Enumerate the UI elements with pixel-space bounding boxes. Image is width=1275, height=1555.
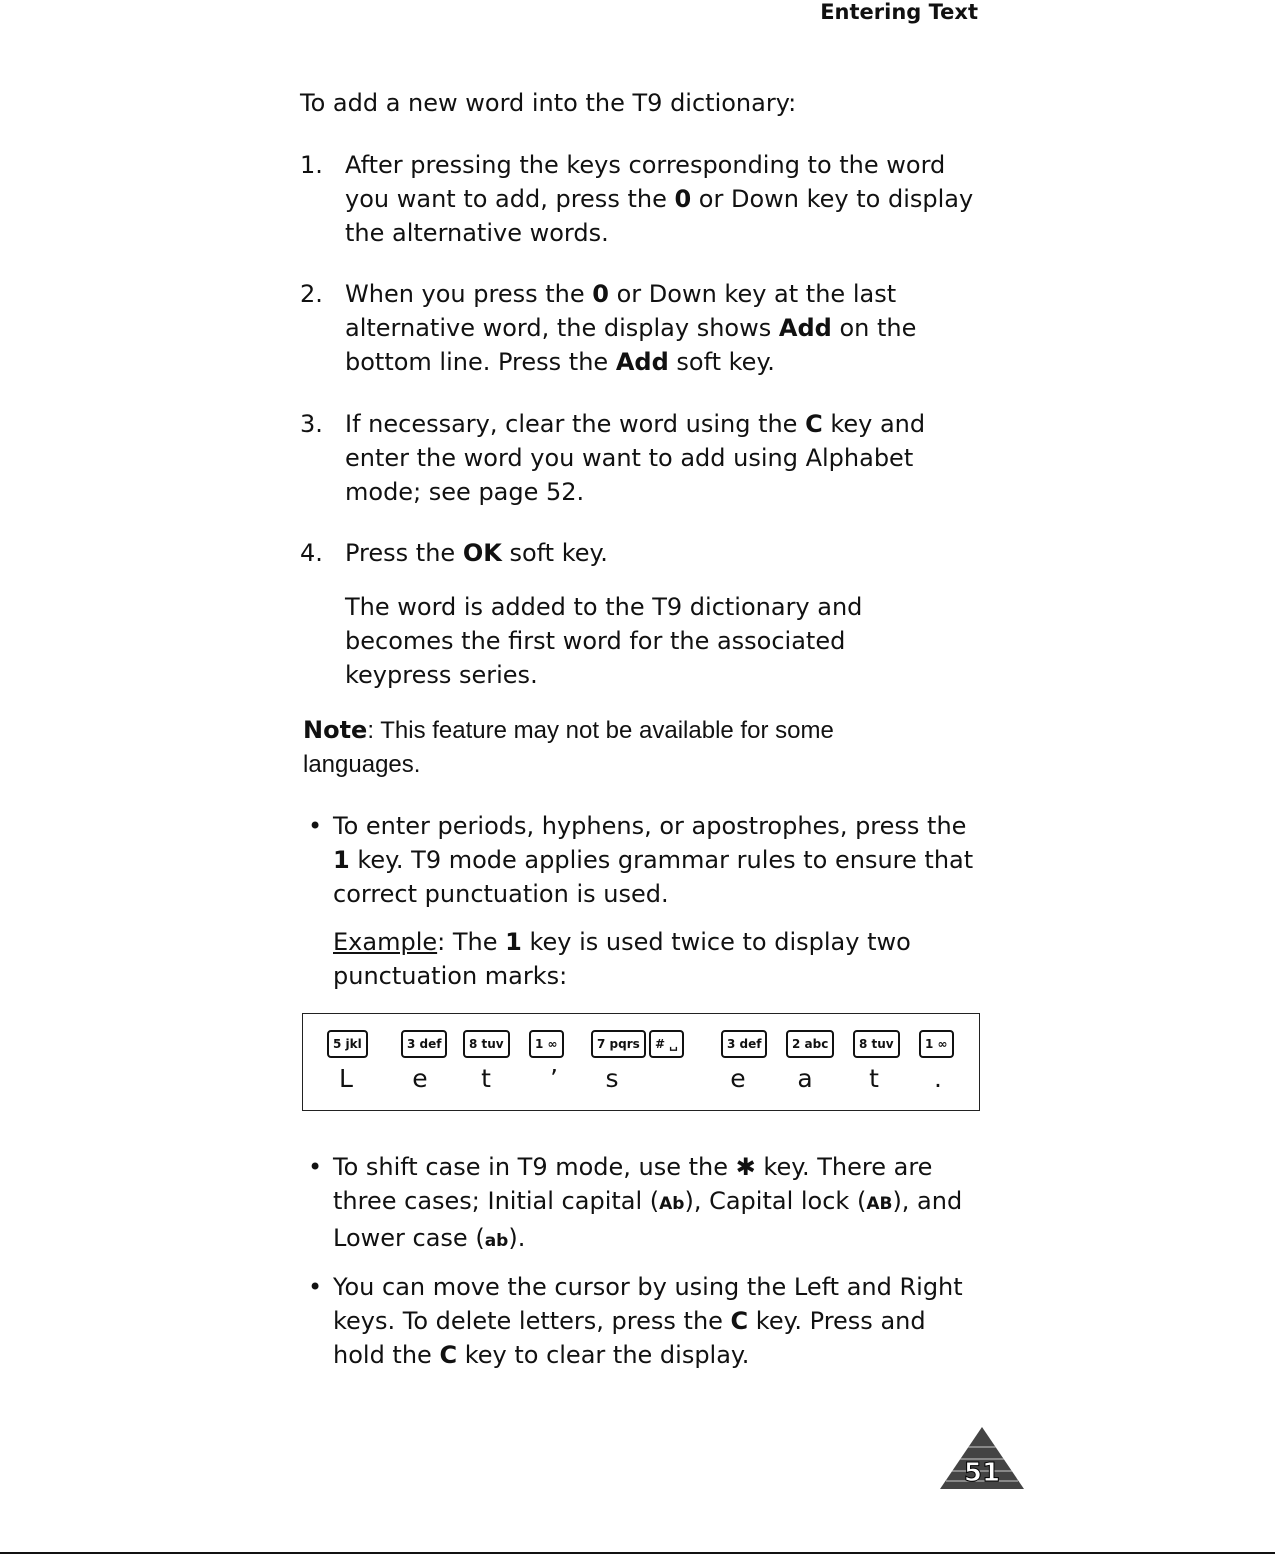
step-number: 1. [300, 151, 323, 179]
keypad-key-icon: 3 def [401, 1030, 447, 1058]
footer-rule [0, 1552, 1275, 1554]
bullet-shift-case: • To shift case in T9 mode, use the ✱ key. There are three cases; Initial capital (Ab), Capital lock (AB), and Lower case (ab). [333, 1150, 973, 1258]
keypad-key-icon: 3 def [721, 1030, 767, 1058]
keypad-key-icon: 8 tuv [853, 1030, 900, 1058]
output-letter: t [869, 1064, 879, 1093]
page-number-pyramid-icon [938, 1425, 1026, 1491]
note-text: This feature may not be available for some languages. [303, 717, 834, 778]
bullet-icon: • [308, 1153, 323, 1181]
output-letter: e [412, 1064, 428, 1093]
keypad-key-icon: 7 pqrs [591, 1030, 646, 1058]
bullet-punctuation: • To enter periods, hyphens, or apostrophes, press the 1 key. T9 mode applies grammar rules to ensure that correct punctuation is used. [333, 809, 978, 911]
section-header: Entering Text [820, 0, 978, 24]
note: Note: This feature may not be available for some languages. [303, 716, 834, 778]
output-letter: a [797, 1064, 813, 1093]
keypad-key-icon: 1 ∞ [919, 1030, 954, 1058]
initial-capital-icon: Ab [659, 1194, 685, 1214]
bullet-icon: • [308, 812, 323, 840]
example: Example: The 1 key is used twice to display two punctuation marks: [333, 928, 911, 990]
keypad-key-icon: 5 jkl [327, 1030, 368, 1058]
page-number: 51 [963, 1458, 1001, 1488]
key-sequence-figure [302, 1013, 980, 1111]
bullet-cursor: • You can move the cursor by using the Left and Right keys. To delete letters, press the C key. Press and hold the C key to clear the display. [333, 1270, 973, 1372]
step-number: 4. [300, 539, 323, 567]
keypad-key-icon: # ␣ [649, 1030, 684, 1058]
keypad-key-icon: 2 abc [786, 1030, 834, 1058]
step4-result: The word is added to the T9 dictionary and becomes the first word for the associated keypress series. [345, 593, 863, 689]
step-number: 3. [300, 410, 323, 438]
output-letter: ’ [550, 1064, 558, 1093]
output-letter: e [730, 1064, 746, 1093]
keypad-key-icon: 8 tuv [463, 1030, 510, 1058]
output-letter: L [339, 1064, 353, 1093]
star-key-icon: ✱ [735, 1153, 756, 1181]
lower-case-icon: ab [484, 1231, 509, 1251]
example-label: Example [333, 928, 438, 956]
step-item: 3. If necessary, clear the word using the C key and enter the word you want to add using Alphabet mode; see page 52. [300, 407, 980, 509]
step-number: 2. [300, 280, 323, 308]
output-letter: t [481, 1064, 491, 1093]
output-letter: . [934, 1064, 942, 1093]
step-item: 1. After pressing the keys corresponding to the word you want to add, press the 0 or Down key to display the alternative words. [300, 148, 980, 250]
step-item: 4. Press the OK soft key. [300, 536, 980, 570]
step-item: 2. When you press the 0 or Down key at the last alternative word, the display shows Add on the bottom line. Press the Add soft key. [300, 277, 980, 379]
capital-lock-icon: AB [866, 1194, 893, 1214]
note-label: Note [303, 716, 368, 744]
output-letter: s [605, 1064, 619, 1093]
bullet-icon: • [308, 1273, 323, 1301]
keypad-key-icon: 1 ∞ [529, 1030, 564, 1058]
intro-text: To add a new word into the T9 dictionary: [300, 89, 797, 117]
